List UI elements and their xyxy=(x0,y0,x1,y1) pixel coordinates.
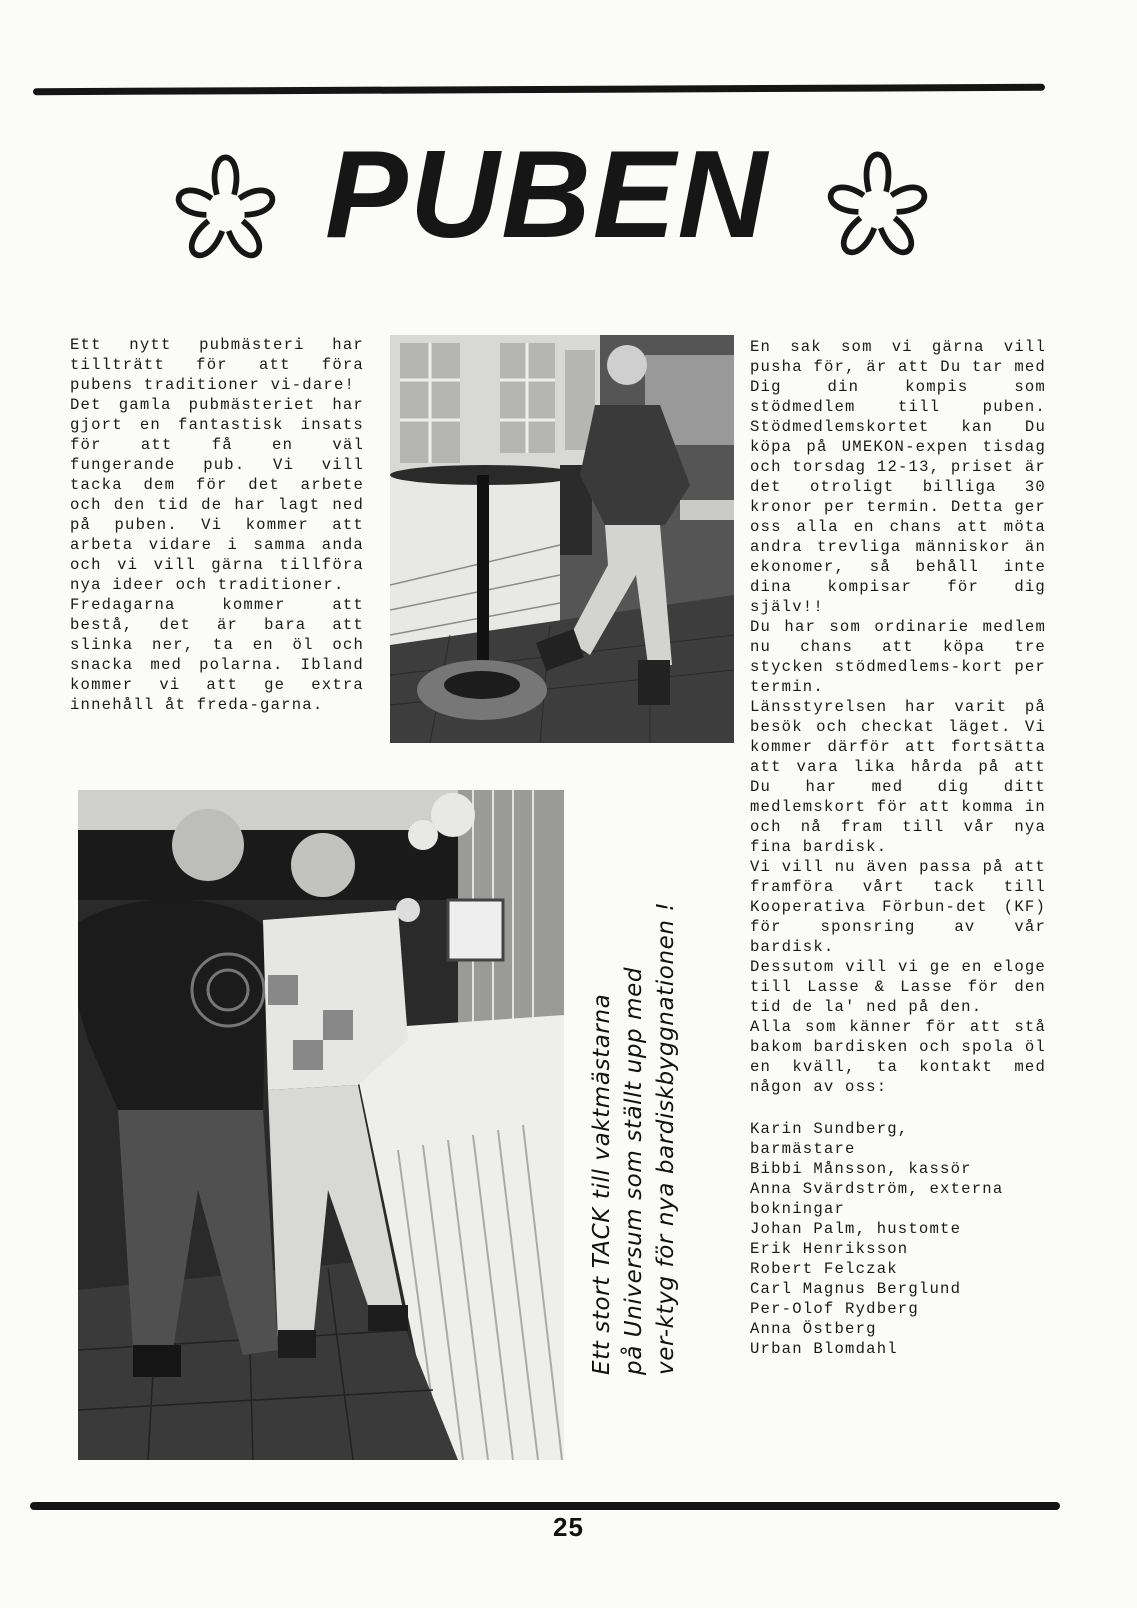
staff-line: Urban Blomdahl xyxy=(750,1340,898,1358)
top-rule xyxy=(33,84,1045,95)
intro-paragraph: Ett nytt pubmästeri har tillträtt för att föra pubens traditioner vi-dare! xyxy=(70,336,364,394)
staff-line: bokningar xyxy=(750,1200,846,1218)
staff-line: barmästare xyxy=(750,1140,856,1158)
staff-list xyxy=(750,1119,1046,1359)
volunteer-paragraph: Alla som känner för att stå bakom bardisken och spola öl en kväll, ta kontakt med någon av oss: xyxy=(750,1018,1046,1096)
eloge-paragraph: Dessutom vill vi ge en eloge till Lasse & Lasse för den tid de la' ned på den. xyxy=(750,958,1046,1016)
caption-line: ver-ktyg för nya bardiskbyggnationen ! xyxy=(653,901,679,1375)
staff-line: Robert Felczak xyxy=(750,1260,898,1278)
staff-line: Per-Olof Rydberg xyxy=(750,1300,919,1318)
flower-ornament-right xyxy=(820,140,935,278)
kf-thanks-paragraph: Vi vill nu även passa på att framföra vårt tack till Kooperativa Förbun-det (KF) för sponsring av vår bardisk. xyxy=(750,858,1046,956)
caption-line: Ett stort TACK till vaktmästarna xyxy=(589,993,615,1375)
staff-line: Karin Sundberg, xyxy=(750,1120,909,1138)
staff-line: Carl Magnus Berglund xyxy=(750,1280,962,1298)
page-number: 25 xyxy=(553,1512,584,1542)
flower-ornament-left xyxy=(168,143,283,281)
member-cards-paragraph: Du har som ordinarie medlem nu chans att köpa tre stycken stödmedlems-kort per termin. xyxy=(750,618,1046,696)
staff-line: Erik Henriksson xyxy=(750,1240,909,1258)
bottom-rule xyxy=(30,1502,1060,1510)
left-text-column xyxy=(70,335,364,715)
photo-pub-interior xyxy=(390,335,734,743)
handwritten-caption xyxy=(586,835,682,1375)
support-member-paragraph: En sak som vi gärna vill pusha för, är att Du tar med Dig din kompis som stödmedlem till puben. Stödmedlemskortet kan Du köpa på UMEKON-expen tisdag och torsdag 12-13, priset är det otroligt billiga 30 kronor per termin. Detta ger oss alla en chans att möta andra trevliga människor än ekonomer, så behåll inte dina kompisar för dig själv!! xyxy=(750,338,1046,616)
fridays-paragraph: Fredagarna kommer att bestå, det är bara att slinka ner, ta en öl och snacka med polarna. Ibland kommer vi att ge extra innehåll åt freda-garna. xyxy=(70,596,364,714)
thanks-paragraph: Det gamla pubmästeriet har gjort en fantastisk insats för att få en väl fungerande pub. Vi vill tacka dem för det arbete och den tid de har lagt ned på puben. Vi kommer att arbeta vidare i samma anda och vi vill gärna tillföra nya ideer och traditioner. xyxy=(70,396,364,594)
staff-line: Johan Palm, hustomte xyxy=(750,1220,962,1238)
staff-line: Anna Svärdström, externa xyxy=(750,1180,1004,1198)
caption-line: på Universum som ställt upp med xyxy=(621,966,647,1375)
staff-line: Bibbi Månsson, kassör xyxy=(750,1160,972,1178)
staff-line: Anna Östberg xyxy=(750,1320,877,1338)
county-board-paragraph: Länsstyrelsen har varit på besök och checkat läget. Vi kommer därför att fortsätta att vara lika hårda på att Du har med dig ditt medlemskort för att komma in och nå fram till vår nya fina bardisk. xyxy=(750,698,1046,856)
right-text-column xyxy=(750,337,1046,1359)
photo-bar-counter xyxy=(78,790,564,1460)
page-title: PUBEN xyxy=(325,126,770,264)
